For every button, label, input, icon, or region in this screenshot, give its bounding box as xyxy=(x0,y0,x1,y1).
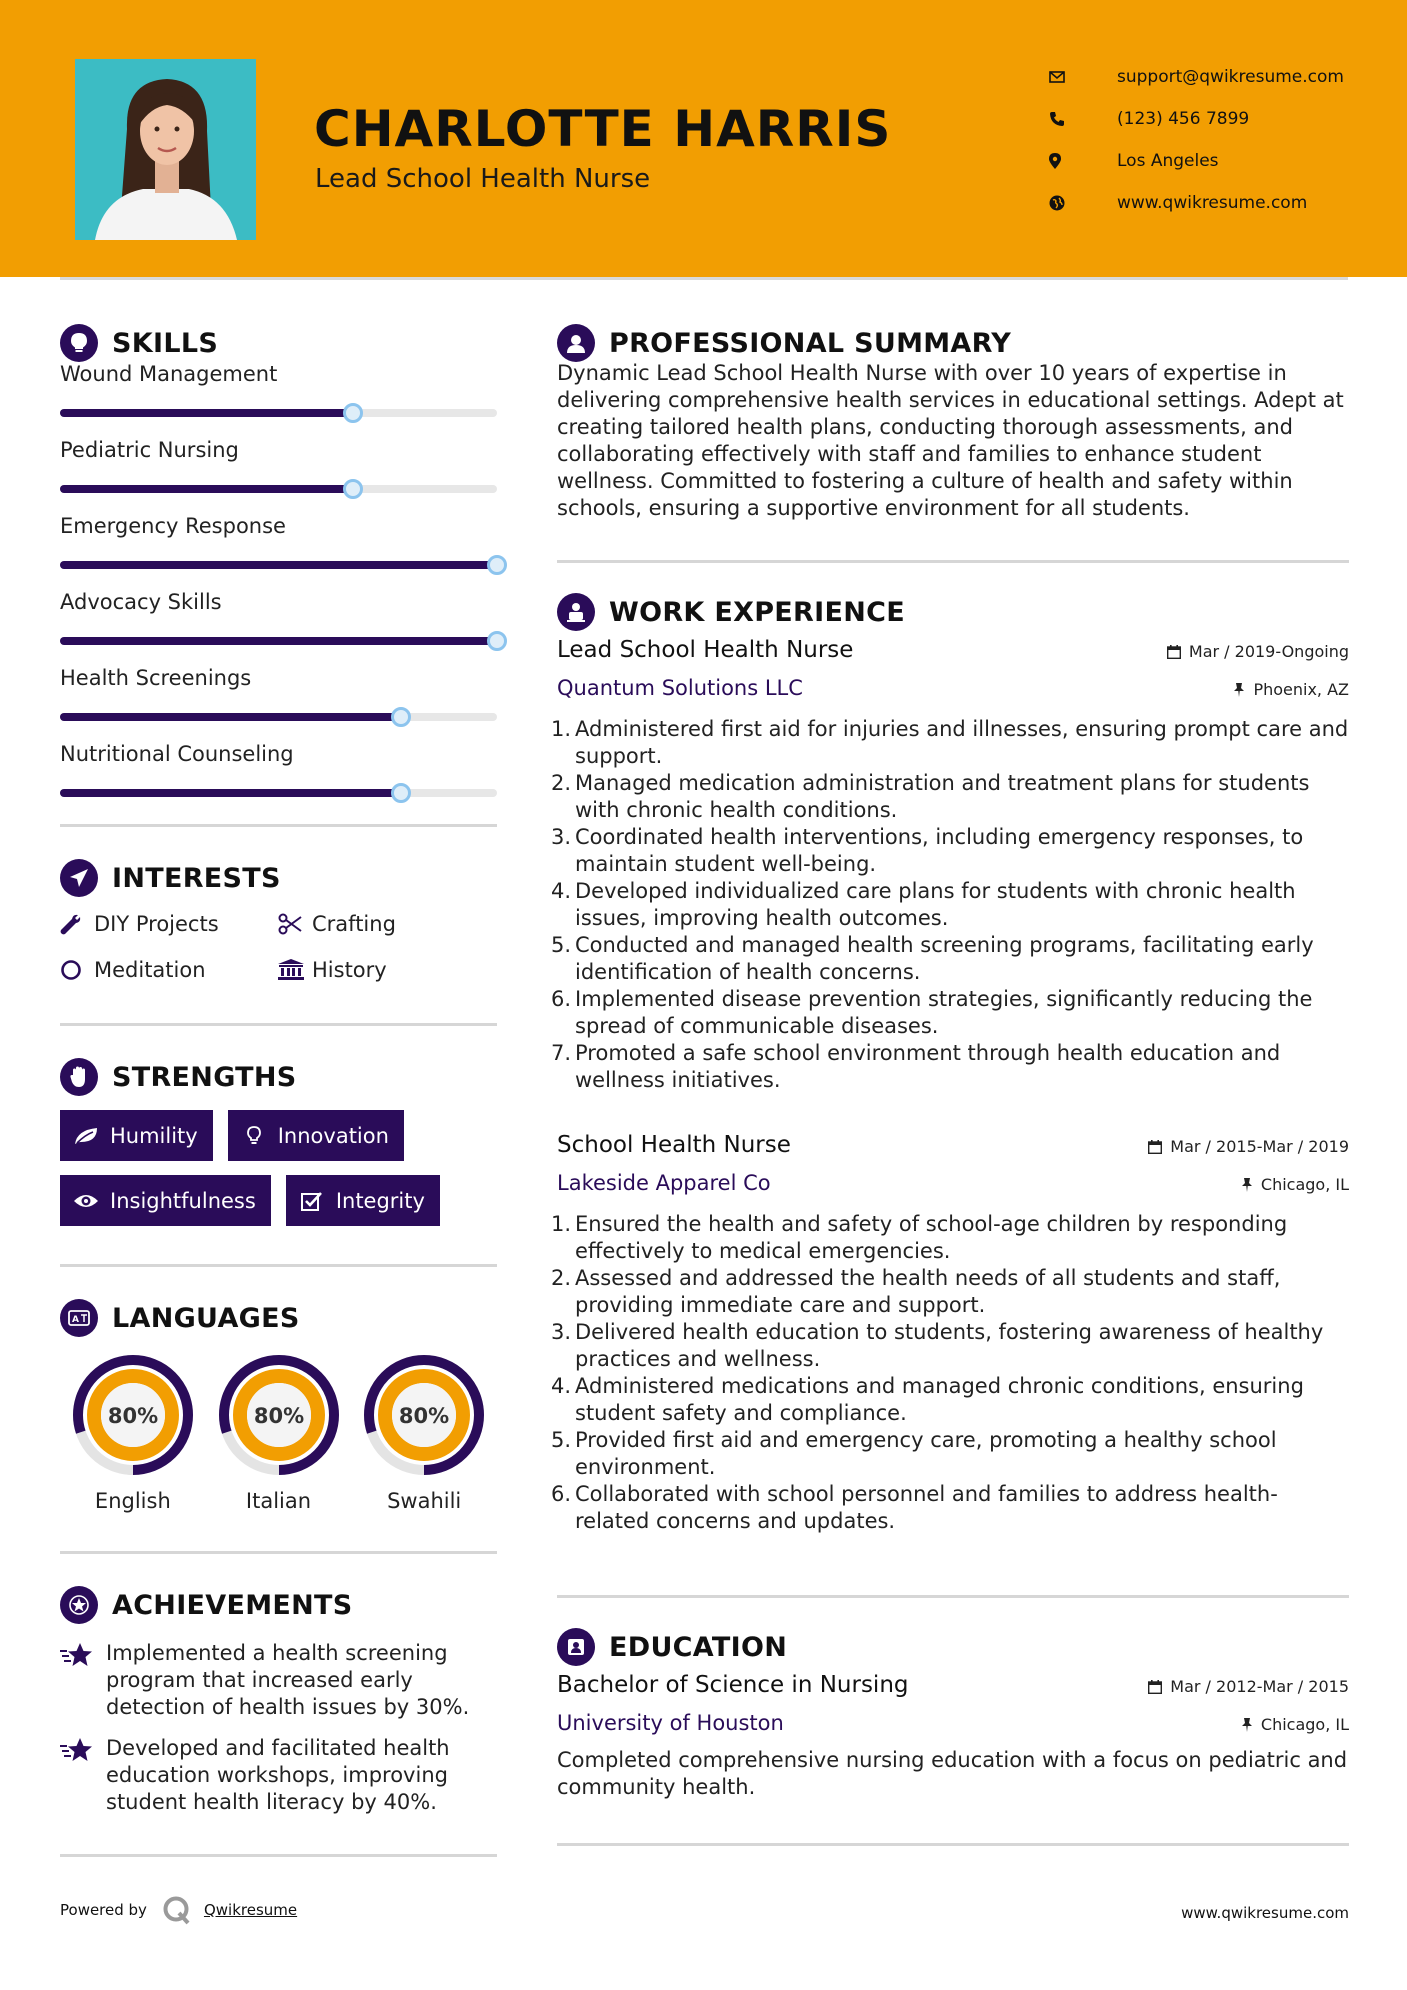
job-title: Lead School Health Nurse xyxy=(557,637,854,663)
pin-icon xyxy=(1241,1178,1253,1192)
strength-chip xyxy=(60,1175,271,1226)
svg-text:A: A xyxy=(72,1315,79,1325)
divider xyxy=(557,1595,1349,1598)
duty-text: Administered medications and managed chronic conditions, ensuring student safety and compliance. xyxy=(575,1374,1304,1425)
skill-level-bar xyxy=(60,637,497,645)
pin-icon xyxy=(1233,683,1245,697)
envelope-icon xyxy=(1049,71,1079,83)
qwikresume-link[interactable]: Qwikresume xyxy=(203,1901,298,1919)
powered-by-text: Powered by xyxy=(60,1901,147,1919)
duty-text: Ensured the health and safety of school-age children by responding effectively to medical emergencies. xyxy=(575,1212,1288,1263)
star-icon xyxy=(60,1640,106,1672)
duty-item xyxy=(551,770,1349,824)
skill-name: Pediatric Nursing xyxy=(60,438,239,462)
duty-item xyxy=(551,1373,1349,1427)
strength-chip xyxy=(286,1175,440,1226)
paper-plane-icon xyxy=(60,859,98,897)
left-column xyxy=(60,320,497,1857)
job-date xyxy=(1167,642,1349,661)
contact-phone-text: (123) 456 7899 xyxy=(1117,109,1250,129)
job-location xyxy=(1233,680,1349,699)
divider xyxy=(557,1843,1349,1846)
skill-name: Wound Management xyxy=(60,362,278,386)
header-divider xyxy=(60,277,1348,280)
interests-heading xyxy=(60,855,497,901)
calendar-icon xyxy=(1148,1680,1162,1694)
achievement-item xyxy=(60,1735,497,1816)
duty-number: 4. xyxy=(551,879,572,903)
duty-item xyxy=(551,824,1349,878)
achievements-title: ACHIEVEMENTS xyxy=(112,1589,353,1621)
duty-item xyxy=(551,1265,1349,1319)
contact-list xyxy=(1049,56,1344,224)
skill-level-bar xyxy=(60,561,497,569)
duty-number: 4. xyxy=(551,1374,572,1398)
qwikresume-logo-icon xyxy=(162,1895,192,1925)
language-name: Swahili xyxy=(387,1489,462,1513)
achievements-heading xyxy=(60,1582,497,1628)
skill-level-knob xyxy=(343,479,363,499)
achievement-text: Developed and facilitated health education workshops, improving student health literacy by 40%. xyxy=(106,1736,450,1814)
education-date-text: Mar / 2012-Mar / 2015 xyxy=(1170,1677,1349,1696)
duty-item xyxy=(551,878,1349,932)
duty-number: 1. xyxy=(551,1212,572,1236)
skill-item xyxy=(60,436,497,512)
job-location-text: Phoenix, AZ xyxy=(1253,680,1349,699)
skill-level-fill xyxy=(60,637,497,645)
language-item xyxy=(351,1353,497,1513)
contact-location-text: Los Angeles xyxy=(1117,151,1219,171)
check-square-icon xyxy=(298,1191,326,1211)
right-column xyxy=(551,320,1349,1846)
duty-number: 7. xyxy=(551,1041,572,1065)
duty-item xyxy=(551,1211,1349,1265)
languages-title: LANGUAGES xyxy=(112,1302,300,1334)
scissors-icon xyxy=(278,913,304,935)
globe-icon xyxy=(1049,195,1079,211)
language-ring xyxy=(217,1353,341,1477)
strengths-heading xyxy=(60,1054,497,1100)
duty-text: Developed individualized care plans for students with chronic health issues, improving health outcomes. xyxy=(575,879,1296,930)
education-description: Completed comprehensive nursing education with a focus on pediatric and community health. xyxy=(557,1748,1348,1799)
education-entry xyxy=(557,1670,1349,1801)
skills-title: SKILLS xyxy=(112,327,219,359)
hand-icon xyxy=(60,1058,98,1096)
duty-text: Provided first aid and emergency care, promoting a healthy school environment. xyxy=(575,1428,1277,1479)
job-title: School Health Nurse xyxy=(557,1132,791,1158)
profile-photo xyxy=(75,59,256,240)
divider xyxy=(60,1551,497,1554)
duty-number: 1. xyxy=(551,717,572,741)
footer-powered-by xyxy=(60,1895,297,1925)
skill-level-knob xyxy=(343,403,363,423)
interest-item xyxy=(278,955,497,985)
briefcase-icon xyxy=(557,593,595,631)
skill-level-knob xyxy=(487,555,507,575)
contact-email[interactable] xyxy=(1049,56,1344,98)
skills-list xyxy=(60,360,497,816)
strength-chip xyxy=(60,1110,213,1161)
skill-name: Emergency Response xyxy=(60,514,286,538)
strength-chip xyxy=(228,1110,404,1161)
skill-item xyxy=(60,512,497,588)
skill-level-bar xyxy=(60,789,497,797)
skill-level-fill xyxy=(60,409,353,417)
skill-level-knob xyxy=(391,707,411,727)
divider xyxy=(60,824,497,827)
interest-label: DIY Projects xyxy=(94,912,219,936)
contact-website-text: www.qwikresume.com xyxy=(1117,193,1308,213)
interest-item xyxy=(60,955,278,985)
job-date-text: Mar / 2019-Ongoing xyxy=(1188,642,1349,661)
language-item xyxy=(60,1353,206,1513)
job-entry xyxy=(551,635,1349,1094)
skill-level-fill xyxy=(60,789,401,797)
divider xyxy=(60,1854,497,1857)
skill-item xyxy=(60,360,497,436)
language-name: Italian xyxy=(245,1489,312,1513)
skill-level-fill xyxy=(60,485,353,493)
summary-title: PROFESSIONAL SUMMARY xyxy=(609,327,1012,359)
candidate-name: CHARLOTTE HARRIS xyxy=(314,100,892,158)
calendar-icon xyxy=(1167,645,1181,659)
job-company: Quantum Solutions LLC xyxy=(557,676,803,700)
duty-item xyxy=(551,1427,1349,1481)
strengths-list xyxy=(60,1110,497,1226)
skill-level-bar xyxy=(60,485,497,493)
footer-website[interactable]: www.qwikresume.com xyxy=(1181,1904,1349,1922)
language-ring xyxy=(71,1353,195,1477)
strength-label: Innovation xyxy=(277,1123,389,1148)
duty-number: 5. xyxy=(551,1428,572,1452)
duties-list xyxy=(551,716,1349,1094)
star-badge-icon xyxy=(60,1586,98,1624)
language-name: English xyxy=(94,1489,171,1513)
resume-header xyxy=(0,0,1407,277)
language-item xyxy=(206,1353,352,1513)
skill-item xyxy=(60,588,497,664)
skill-level-fill xyxy=(60,713,401,721)
pin-icon xyxy=(1241,1718,1253,1732)
interests-title: INTERESTS xyxy=(112,862,281,894)
job-date xyxy=(1148,1137,1349,1156)
job-location-text: Chicago, IL xyxy=(1260,1175,1349,1194)
skill-name: Health Screenings xyxy=(60,666,252,690)
skill-name: Advocacy Skills xyxy=(60,590,222,614)
lightbulb-icon xyxy=(60,324,98,362)
duty-text: Administered first aid for injuries and illnesses, ensuring prompt care and support. xyxy=(575,717,1349,768)
education-location-text: Chicago, IL xyxy=(1260,1715,1349,1734)
skill-item xyxy=(60,664,497,740)
interest-item xyxy=(60,909,278,939)
divider xyxy=(60,1264,497,1267)
education-title: EDUCATION xyxy=(609,1631,788,1663)
duty-item xyxy=(551,1481,1349,1535)
skill-name: Nutritional Counseling xyxy=(60,742,294,766)
contact-phone[interactable] xyxy=(1049,98,1344,140)
interest-label: Meditation xyxy=(94,958,206,982)
duty-text: Coordinated health interventions, including emergency responses, to maintain student well-being. xyxy=(575,825,1304,876)
institution-icon xyxy=(278,959,304,981)
skill-level-knob xyxy=(487,631,507,651)
job-location xyxy=(1241,1175,1349,1194)
job-company: Lakeside Apparel Co xyxy=(557,1171,771,1195)
contact-website[interactable] xyxy=(1049,182,1344,224)
duty-item xyxy=(551,1319,1349,1373)
language-icon xyxy=(60,1299,98,1337)
languages-heading xyxy=(60,1295,497,1341)
interest-item xyxy=(278,909,497,939)
duty-number: 5. xyxy=(551,933,572,957)
phone-icon xyxy=(1049,111,1079,127)
wrench-icon xyxy=(60,913,86,935)
jobs-list xyxy=(551,635,1349,1535)
star-icon xyxy=(60,1735,106,1767)
job-date-text: Mar / 2015-Mar / 2019 xyxy=(1170,1137,1349,1156)
duty-item xyxy=(551,716,1349,770)
strength-label: Humility xyxy=(110,1123,198,1148)
duty-item xyxy=(551,986,1349,1040)
skill-level-knob xyxy=(391,783,411,803)
duty-text: Conducted and managed health screening programs, facilitating early identification of health concerns. xyxy=(575,933,1314,984)
summary-text: Dynamic Lead School Health Nurse with over 10 years of expertise in delivering comprehensive health services in educational settings. Adept at creating tailored health plans, conducting thorough assessments, and collaborating effectively with staff and families to enhance student wellness. Committed to fostering a culture of health and safety within schools, ensuring a supportive environment for all students. xyxy=(557,361,1344,520)
divider xyxy=(60,1023,497,1026)
language-percent: 80% xyxy=(107,1404,158,1428)
divider xyxy=(557,560,1349,563)
strength-label: Insightfulness xyxy=(110,1188,256,1213)
leaf-icon xyxy=(72,1126,100,1146)
job-entry xyxy=(551,1130,1349,1535)
language-percent: 80% xyxy=(253,1404,304,1428)
strength-label: Integrity xyxy=(335,1188,425,1213)
circle-icon xyxy=(60,959,86,981)
achievements-list xyxy=(60,1640,497,1816)
duty-text: Collaborated with school personnel and families to address health-related concerns and updates. xyxy=(575,1482,1278,1533)
duty-number: 6. xyxy=(551,987,572,1011)
interest-label: History xyxy=(312,958,387,982)
skill-level-bar xyxy=(60,713,497,721)
contact-location xyxy=(1049,140,1344,182)
candidate-title: Lead School Health Nurse xyxy=(315,164,651,194)
graduation-icon xyxy=(557,1628,595,1666)
languages-list xyxy=(60,1353,497,1513)
interest-label: Crafting xyxy=(312,912,396,936)
duty-text: Delivered health education to students, fostering awareness of healthy practices and wellness. xyxy=(575,1320,1324,1371)
lightbulb-icon xyxy=(240,1126,268,1146)
duty-item xyxy=(551,932,1349,986)
education-heading xyxy=(557,1624,1349,1670)
duty-number: 2. xyxy=(551,1266,572,1290)
duty-number: 2. xyxy=(551,771,572,795)
language-percent: 80% xyxy=(399,1404,450,1428)
duty-item xyxy=(551,1040,1349,1094)
experience-title: WORK EXPERIENCE xyxy=(609,596,905,628)
education-location xyxy=(1241,1715,1349,1734)
skill-item xyxy=(60,740,497,816)
duty-text: Managed medication administration and treatment plans for students with chronic health conditions. xyxy=(575,771,1310,822)
duty-text: Assessed and addressed the health needs of all students and staff, providing immediate care and support. xyxy=(575,1266,1281,1317)
calendar-icon xyxy=(1148,1140,1162,1154)
duty-text: Promoted a safe school environment through health education and wellness initiatives. xyxy=(575,1041,1281,1092)
strengths-title: STRENGTHS xyxy=(112,1061,297,1093)
duty-number: 6. xyxy=(551,1482,572,1506)
duty-number: 3. xyxy=(551,1320,572,1344)
degree: Bachelor of Science in Nursing xyxy=(557,1672,909,1698)
experience-heading xyxy=(557,589,1349,635)
achievement-item xyxy=(60,1640,497,1721)
map-marker-icon xyxy=(1049,153,1079,169)
duty-text: Implemented disease prevention strategies, significantly reducing the spread of communicable diseases. xyxy=(575,987,1313,1038)
skill-level-bar xyxy=(60,409,497,417)
duty-number: 3. xyxy=(551,825,572,849)
eye-icon xyxy=(72,1193,100,1209)
contact-email-text: support@qwikresume.com xyxy=(1117,67,1344,87)
user-icon xyxy=(557,324,595,362)
education-date xyxy=(1148,1677,1349,1696)
skill-level-fill xyxy=(60,561,497,569)
achievement-text: Implemented a health screening program that increased early detection of health issues by 30%. xyxy=(106,1641,470,1719)
school: University of Houston xyxy=(557,1711,784,1735)
language-ring xyxy=(362,1353,486,1477)
duties-list xyxy=(551,1211,1349,1535)
interests-list xyxy=(60,909,497,985)
